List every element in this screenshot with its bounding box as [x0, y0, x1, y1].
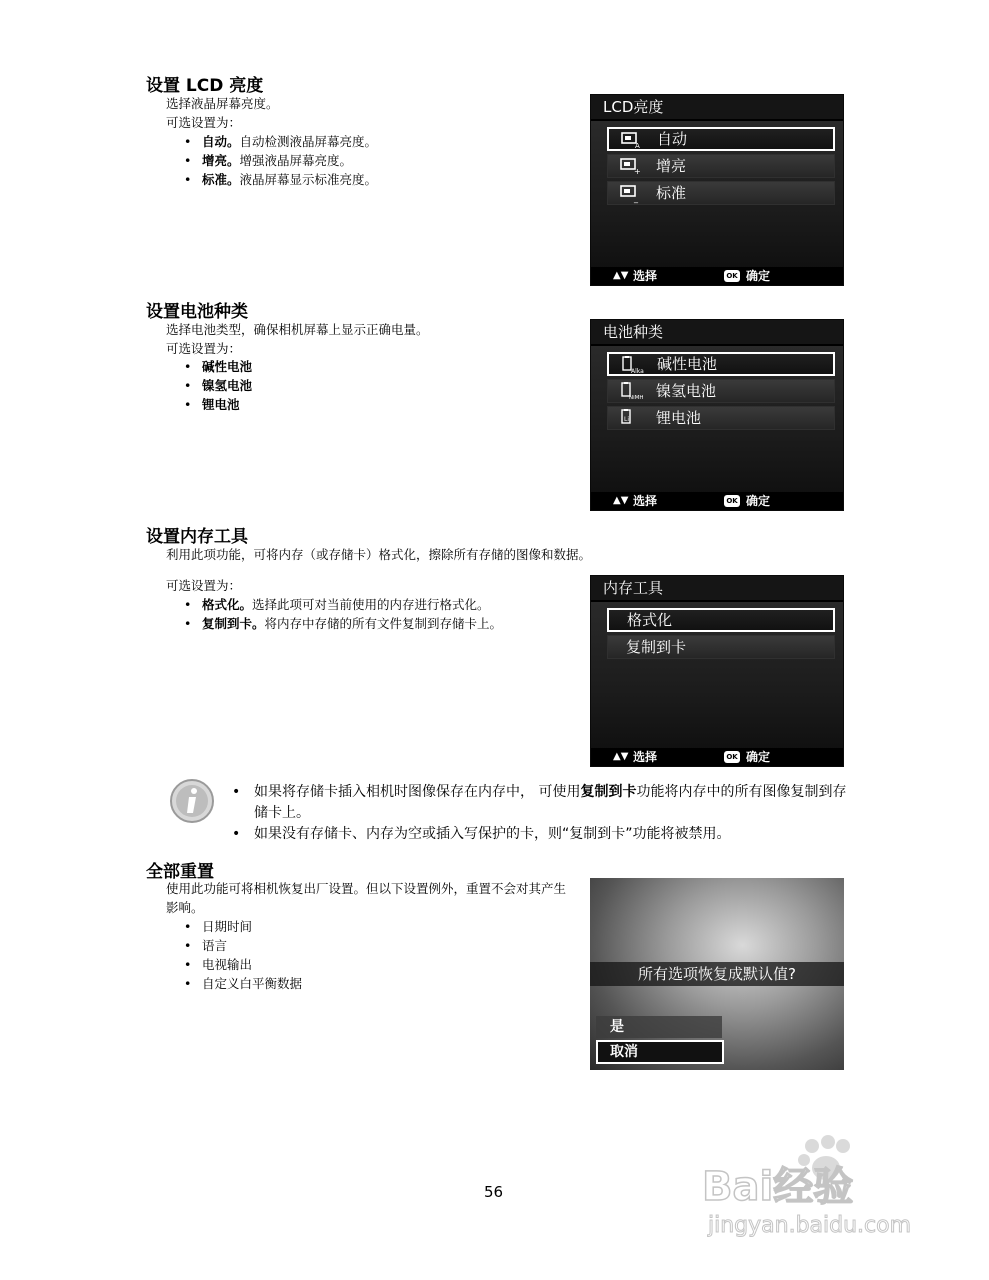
ok-button-icon: OK: [724, 751, 740, 763]
footer-select-label: 选择: [633, 494, 658, 508]
footer-ok-label: 确定: [746, 494, 771, 508]
screen-header: LCD亮度: [591, 95, 843, 121]
svg-text:_: _: [634, 194, 638, 203]
memory-options-list: [184, 595, 502, 633]
ok-button-icon: OK: [724, 270, 740, 282]
footer-ok-label: 确定: [746, 750, 771, 764]
note-item: • 如果将存储卡插入相机时图像保存在内存中， 可使用复制到卡功能将内存中的所有图像复制到存储卡上。: [232, 782, 852, 824]
svg-text:jingyan.baidu.com: jingyan.baidu.com: [708, 1213, 912, 1238]
baidu-jingyan-watermark: [700, 1132, 940, 1242]
option-label: 锂电池: [656, 409, 702, 427]
list-item: • 电视输出: [184, 955, 302, 974]
screen-footer: [591, 492, 843, 510]
option-label: 自动: [657, 130, 688, 148]
menu-option-copy-to-card[interactable]: [607, 635, 835, 659]
up-down-icon: ▲▼: [613, 270, 629, 281]
screen-footer: [591, 267, 843, 285]
battery-nimh-icon: [620, 382, 642, 400]
option-label: 镍氢电池: [656, 382, 717, 400]
screen-header: 电池种类: [591, 320, 843, 346]
memory-section-title: 设置内存工具: [146, 527, 248, 547]
ok-button-icon: OK: [724, 495, 740, 507]
lcd-normal-icon: [620, 184, 642, 202]
svg-text:+: +: [634, 167, 641, 176]
option-label: 复制到卡: [626, 638, 687, 656]
option-label: 格式化: [627, 611, 673, 629]
reset-yes-option[interactable]: 是: [596, 1016, 722, 1038]
menu-option-alkaline[interactable]: [607, 352, 835, 376]
reset-prompt: 所有选项恢复成默认值?: [590, 962, 844, 986]
reset-section-title: 全部重置: [146, 862, 214, 882]
footer-ok-label: 确定: [746, 269, 771, 283]
note-item: • 如果没有存储卡、内存为空或插入写保护的卡，则“复制到卡”功能将被禁用。: [232, 824, 852, 845]
menu-option-nimh[interactable]: [607, 379, 835, 403]
battery-lithium-icon: [620, 409, 642, 427]
reset-cancel-option[interactable]: 取消: [596, 1040, 724, 1064]
up-down-icon: ▲▼: [613, 495, 629, 506]
lcd-description: 选择液晶屏幕亮度。: [166, 96, 279, 111]
reset-exceptions-list: [184, 917, 302, 993]
list-item: • 锂电池: [184, 395, 252, 414]
list-item: • 自定义白平衡数据: [184, 974, 302, 993]
list-item: • 增亮。增强液晶屏幕亮度。: [184, 151, 377, 170]
menu-option-lithium[interactable]: [607, 406, 835, 430]
menu-option-auto[interactable]: [607, 127, 835, 151]
menu-option-format[interactable]: [607, 608, 835, 632]
battery-section-title: 设置电池种类: [146, 302, 248, 322]
lcd-options-intro: 可选设置为：: [166, 115, 242, 130]
svg-text:Alka: Alka: [631, 368, 644, 375]
option-label: 增亮: [656, 157, 687, 175]
svg-text:Li: Li: [624, 416, 630, 423]
lcd-auto-icon: [621, 131, 643, 149]
list-item: • 碱性电池: [184, 357, 252, 376]
battery-options-intro: 可选设置为：: [166, 341, 242, 356]
note-list: [232, 782, 852, 845]
list-item: • 语言: [184, 936, 302, 955]
list-item: • 标准。液晶屏幕显示标准亮度。: [184, 170, 377, 189]
up-down-icon: ▲▼: [613, 751, 629, 762]
option-label: 标准: [656, 184, 687, 202]
reset-all-screen: [590, 878, 844, 1070]
svg-text:A: A: [635, 142, 640, 150]
list-item: • 格式化。选择此项可对当前使用的内存进行格式化。: [184, 595, 502, 614]
memory-tool-screen: [590, 575, 844, 767]
svg-text:NiMH: NiMH: [629, 395, 644, 401]
reset-description: 使用此功能可将相机恢复出厂设置。但以下设置例外，重置不会对其产生影响。: [166, 881, 567, 915]
lcd-bright-icon: [620, 157, 642, 175]
battery-type-screen: [590, 319, 844, 511]
memory-description: 利用此项功能，可将内存（或存储卡）格式化，擦除所有存储的图像和数据。: [166, 547, 592, 562]
page-number: 56: [484, 1183, 504, 1201]
svg-text:Bai经验: Bai经验: [702, 1164, 854, 1210]
info-icon: [169, 778, 215, 824]
list-item: • 复制到卡。将内存中存储的所有文件复制到存储卡上。: [184, 614, 502, 633]
footer-select-label: 选择: [633, 750, 658, 764]
footer-select-label: 选择: [633, 269, 658, 283]
menu-option-normal[interactable]: [607, 181, 835, 205]
battery-description: 选择电池类型，确保相机屏幕上显示正确电量。: [166, 322, 429, 337]
battery-options-list: [184, 357, 252, 414]
list-item: • 自动。自动检测液晶屏幕亮度。: [184, 132, 377, 151]
option-label: 碱性电池: [657, 355, 718, 373]
menu-option-bright[interactable]: [607, 154, 835, 178]
memory-options-intro: 可选设置为：: [166, 578, 242, 593]
battery-alkaline-icon: [621, 356, 643, 374]
lcd-section-title: 设置 LCD 亮度: [146, 76, 264, 96]
lcd-brightness-screen: [590, 94, 844, 286]
list-item: • 镍氢电池: [184, 376, 252, 395]
screen-header: 内存工具: [591, 576, 843, 602]
screen-footer: [591, 748, 843, 766]
list-item: • 日期时间: [184, 917, 302, 936]
lcd-options-list: [184, 132, 377, 189]
